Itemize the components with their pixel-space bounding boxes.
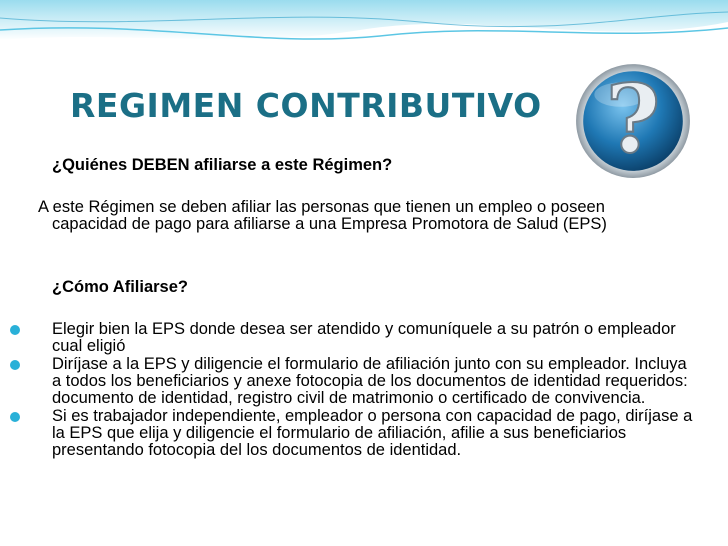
page-title: REGIMEN CONTRIBUTIVO	[70, 86, 542, 125]
bullet-dot-icon	[10, 412, 20, 422]
answer-who: A este Régimen se deben afiliar las personas que tienen un empleo o poseen capacidad de pago para afiliarse a una Empresa Promotora de Salud (EPS)	[38, 198, 607, 233]
question-who: ¿Quiénes DEBEN afiliarse a este Régimen?	[52, 156, 393, 174]
steps-list	[0, 321, 700, 460]
bullet-dot-icon	[10, 325, 20, 335]
list-item-text: Elegir bien la EPS donde desea ser atendido y comuníquele a su patrón o empleador cual eligió	[52, 320, 676, 355]
question-how: ¿Cómo Afiliarse?	[52, 278, 188, 296]
list-item	[0, 321, 700, 355]
list-item-text: Diríjase a la EPS y diligencie el formulario de afiliación junto con su empleador. Incluya a todos los beneficiarios y anexe fotocopia de los documentos de identidad requeridos: documento de identidad, registro civil de matrimonio o certificado de convivencia.	[52, 355, 688, 407]
list-item	[0, 408, 700, 459]
bullet-dot-icon	[10, 360, 20, 370]
list-item-text: Si es trabajador independiente, empleador o persona con capacidad de pago, diríjase a la EPS que elija y diligencie el formulario de afiliación, afilie a sus beneficiarios presentando fotocopia del los documentos de identidad.	[52, 407, 693, 459]
question-mark-glyph: ?	[605, 64, 661, 175]
question-mark-icon	[572, 58, 694, 180]
list-item	[0, 356, 700, 407]
